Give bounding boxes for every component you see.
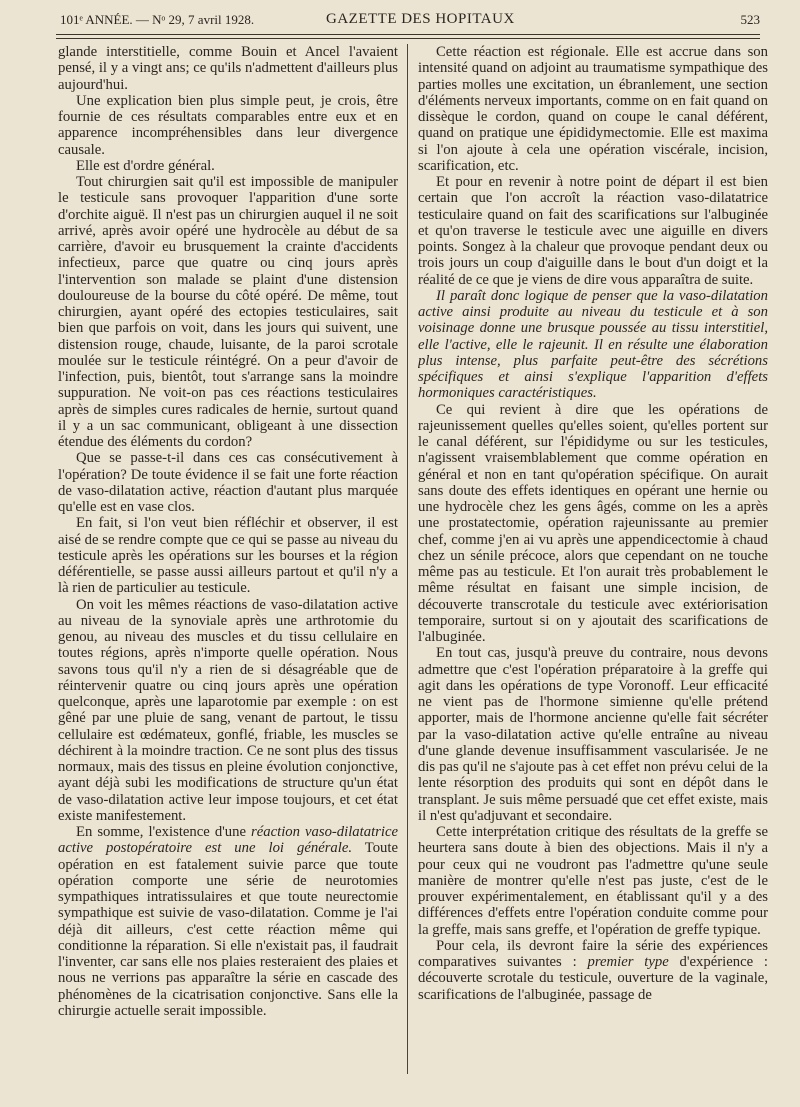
italic-text: premier type — [587, 954, 669, 970]
paragraph: Cette interprétation critique des résultats de la greffe se heurtera sans doute à bien des objections. Mais il n'y a pour ceux qui ne voudront pas l'admettre qu'une seule manière de montrer qu'elle n'est pas juste, c'est de le prouver expérimentalement, en établissant qu'il y a des différences d'effets entre l'opération conduite comme pour la greffe, mais sans greffe, et l'opération de greffe typique. — [418, 824, 768, 938]
header-rule-thin — [56, 38, 760, 39]
paragraph: Que se passe-t-il dans ces cas consécutivement à l'opération? De toute évidence il se fait une forte réaction de vaso-dilatation active, réaction d'autant plus marquée qu'elle est en vase clos. — [58, 450, 398, 515]
italic-text: réaction vaso-dilatatrice active postopératoire est une loi générale. — [58, 824, 398, 857]
paragraph-text: Toute opération en est fatalement suivie parce que toute opération comporte une série de neurotomies sympathiques intratissulaires et que toute neurectomie sympathique est suivie de vaso-dilatation. Comme je l'ai déjà dit ailleurs, c'est cette réaction même qui conditionne la réparation. Si elle n'existait pas, il faudrait l'inventer, car sans elle nos plaies resteraient des plaies et nous ne verrions pas apparaître la série en cascade des phénomènes de la cicatrisation conjonctive. Sans elle la chirurgie actuelle serait impossible. — [58, 840, 398, 1019]
paragraph-text: Pour cela, ils devront faire la série des expériences comparatives suivantes : — [418, 937, 768, 970]
paragraph: En tout cas, jusqu'à preuve du contraire, nous devons admettre que c'est l'opération préparatoire à la greffe qui agit dans les opérations de type Voronoff. Leur efficacité ne vient pas de l'hormone simienne qu'elle prétend apporter, mais de l'hormone ancienne qu'elle fait sécréter par la vaso-dilatation active qu'elle entraîne au niveau d'une glande devenue insuffisamment vascularisée. Je ne dis pas qu'il ne s'ajoute pas à cet effet non prévu celui de la lente résorption des produits qui sont en dépôt dans le transplant. Je suis même persuadé que cet effet existe, mais il n'est qu'adjuvant et secondaire. — [418, 645, 768, 824]
paragraph: Et pour en revenir à notre point de départ il est bien certain que l'on accroît la réaction vaso-dilatatrice testiculaire quand on fait des scarifications sur l'albuginée et qu'on traverse le testicule avec une aiguille en divers points. Songez à la chaleur que provoque pendant deux ou trois jours un coup d'aiguille dans le bout d'un doigt et la réalité de ce que je viens de dire vous apparaîtra de suite. — [418, 174, 768, 288]
paragraph: Une explication bien plus simple peut, je crois, être fournie de ces résultats comparables entre eux et en apparence incompréhensibles dans leur divergence causale. — [58, 92, 398, 158]
paragraph: Elle est d'ordre général. — [76, 157, 215, 174]
paragraph: On voit les mêmes réactions de vaso-dilatation active au niveau de la synoviale après une arthrotomie du genou, au niveau des muscles et du tissu cellulaire en toutes régions, après n'importe quelle opération. Nous savons tous qu'il n'y a rien de si désagréable que de réintervenir quatre ou cinq jours après une opération quelconque, après une laparotomie par exemple : on est gêné par une pluie de sang, venant de partout, le tissu cellulaire est œdémateux, gonflé, friable, les muscles se déchirent à la moindre traction. Ce ne sont plus des tissus normaux, mais des tissus en pleine évolution conjonctive, ayant déjà subi les modifications de structure qu'un état de vaso-dilatation active leur impose toujours, et cet état existe manifestement. — [58, 596, 398, 824]
paragraph: Tout chirurgien sait qu'il est impossible de manipuler le testicule sans provoquer l'apparition d'une sorte d'orchite aiguë. Il n'est pas un chirurgien auquel il ne soit arrivé, après avoir opéré une hydrocèle au début de sa carrière, d'avoir eu brusquement la crainte d'accidents infectieux, parce que quatre ou cinq jours après l'intervention son malade se plaint d'une distension douloureuse de la bourse du côté opéré. De même, tout chirurgien, ayant opéré des ectopies testiculaires, sait bien que parfois on voit, dans les jours qui suivent, une distension rouge, chaude, luisante, de la paroi scrotale moulée sur le testicule réintégré. On a peur d'avoir de l'infection, puis, bientôt, tout s'arrange sans la moindre suppuration. Ne voit-on pas ces réactions testiculaires après de simples cures radicales de hernie, surtout quand il y a un sac communicant, obligeant à une dissection étendue des éléments du cordon? — [58, 174, 398, 450]
paragraph-text: En somme, l'existence d'une — [76, 824, 252, 840]
header-rule — [56, 34, 760, 35]
paragraph: glande interstitielle, comme Bouin et Ancel l'avaient pensé, il y a vingt ans; ce qu'ils n'admettent d'ailleurs plus aujourd'hui. — [58, 44, 398, 93]
paragraph — [418, 288, 768, 402]
italic-text: Il paraît donc logique de penser que la vaso-dilatation active ainsi produite au niveau du testicule et à son voisinage donne une brusque poussée au tissu interstitiel, elle l'active, elle le rajeunit. Il en résulte une élaboration plus intense, plus parfaite peut-être des sécrétions spécifiques et ainsi s'explique l'apparition d'effets hormoniques caractéristiques. — [418, 287, 768, 402]
left-column — [58, 44, 398, 1094]
paragraph: En fait, si l'on veut bien réfléchir et observer, il est aisé de se rendre compte que ce qui se passe au niveau du testicule après les opérations sur les bourses et la région déférentielle, se passe aussi ailleurs partout et qu'il n'y a là rien de particulier au testicule. — [58, 515, 398, 597]
column-divider — [407, 44, 408, 1074]
paragraph — [418, 938, 768, 1003]
page-header — [56, 8, 760, 34]
paragraph — [58, 824, 398, 1019]
paragraph: Ce qui revient à dire que les opérations de rajeunissement quelles qu'elles soient, qu'elles portent sur le canal déférent, sur l'épididyme ou sur les testicules, n'agissent vraisemblablement que comme opération en général et non en tant qu'opération spécifique. On aurait sans doute des effets identiques en opérant une hernie ou une hydrocèle chez les gens âgés, comme on les a après une prostatectomie, opération rajeunissante au premier chef, comme j'en ai vu après une appendicectomie à chaud chez un sénile précoce, alors que cependant on ne touche même pas au testicule. Et l'on aurait très probablement le même résultat en faisant une simple incision, de découverte transcrotale du testicule avec extériorisation temporaire, surtout si on y ajoutait des scarifications de l'albuginée. — [418, 401, 768, 645]
page-number: 523 — [740, 12, 760, 27]
paragraph: Cette réaction est régionale. Elle est accrue dans son intensité quand on adjoint au traumatisme sympathique des parties molles une excitation, un ébranlement, une section d'éléments nerveux importants, comme on en fait quand on dissèque le cordon, quand on coupe le canal déférent, quand on pratique une épididymectomie. Elle est maxima si l'on ajoute à cela une opération viscérale, incision, scarification, etc. — [418, 44, 768, 174]
issue-line: 101ᵉ ANNÉE. — Nᵒ 29, 7 avril 1928. — [60, 12, 255, 27]
journal-title: GAZETTE DES HOPITAUX — [326, 11, 515, 27]
paragraph-text: d'expérience : découverte scrotale du testicule, ouverture de la vaginale, scarifications de l'albuginée, passage de — [418, 954, 768, 1003]
right-column — [418, 44, 768, 1094]
